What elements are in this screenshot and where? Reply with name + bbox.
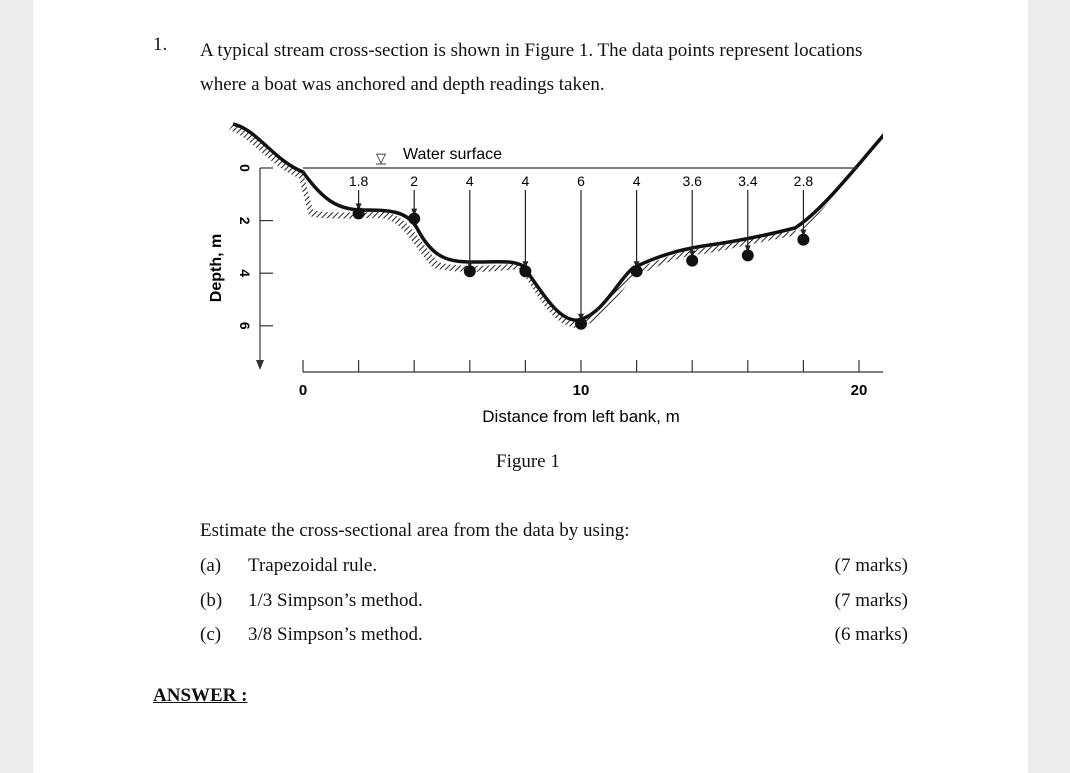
question-number: 1.: [153, 34, 168, 55]
depth-reading-point: [408, 213, 420, 225]
depth-axis-arrow: [256, 360, 264, 370]
depth-reading: [794, 173, 814, 246]
part-c-marks: (6 marks): [834, 624, 908, 645]
depth-reading-point: [519, 265, 531, 277]
depth-reading-point: [464, 265, 476, 277]
riverbed-profile: [233, 122, 883, 320]
part-b: [200, 590, 423, 612]
part-b-marks: (7 marks): [834, 590, 908, 611]
depth-reading-label: 4: [465, 173, 474, 189]
distance-tick-label: 10: [572, 382, 590, 399]
distance-tick-label: 0: [298, 382, 308, 399]
depth-reading-point: [797, 234, 809, 246]
depth-readings: [349, 173, 813, 330]
depth-reading-point: [631, 265, 643, 277]
part-a: [200, 555, 377, 577]
part-b-text: 1/3 Simpson’s method.: [248, 590, 423, 611]
distance-tick-label: 20: [850, 382, 868, 399]
document-page: [33, 0, 1028, 773]
depth-reading: [575, 173, 587, 330]
part-c-label: (c): [200, 624, 222, 645]
water-surface-symbol: ▽: [376, 150, 386, 165]
depth-reading-label: 2.8: [793, 173, 814, 189]
depth-reading-point: [575, 318, 587, 330]
distance-axis-label: Distance from left bank, m: [482, 407, 680, 426]
depth-reading-label: 3.4: [738, 173, 758, 189]
instructions: Estimate the cross-sectional area from the data by using:: [200, 520, 630, 541]
depth-reading-label: 3.6: [682, 173, 702, 189]
depth-reading-label: 1.8: [348, 173, 369, 189]
depth-reading-point: [353, 207, 365, 219]
part-a-label: (a): [200, 555, 222, 576]
part-c-text: 3/8 Simpson’s method.: [248, 624, 423, 645]
depth-ticks: [237, 164, 273, 330]
water-surface-marker: [376, 150, 386, 165]
depth-reading: [519, 173, 531, 277]
stream-cross-section-figure: [163, 110, 883, 450]
part-a-text: Trapezoidal rule.: [248, 555, 378, 576]
depth-reading-label: 4: [632, 173, 641, 189]
question-text: [200, 34, 960, 102]
depth-tick-label: 0: [237, 164, 253, 172]
depth-reading: [408, 173, 420, 225]
water-surface-label: Water surface: [403, 146, 502, 163]
question-line-1: A typical stream cross-section is shown in Figure 1. The data points represent locations: [200, 40, 863, 61]
depth-tick-label: 6: [237, 321, 253, 330]
depth-reading-point: [686, 255, 698, 267]
depth-reading-label: 6: [577, 173, 585, 189]
riverbed-hatching: [229, 120, 883, 328]
distance-ticks: [299, 360, 868, 399]
depth-tick-label: 2: [237, 216, 253, 225]
depth-reading-point: [742, 249, 754, 261]
part-a-marks: (7 marks): [834, 555, 908, 576]
question-line-2: where a boat was anchored and depth readings taken.: [200, 74, 605, 95]
answer-label: ANSWER :: [153, 685, 248, 706]
depth-tick-label: 4: [237, 269, 253, 278]
part-b-label: (b): [200, 590, 223, 611]
depth-reading: [631, 173, 643, 277]
figure-caption: Figure 1: [496, 451, 560, 472]
depth-reading: [738, 173, 758, 261]
cross-section-svg: [163, 110, 883, 450]
depth-axis-label: Depth, m: [208, 233, 225, 303]
depth-reading-label: 2: [410, 173, 419, 189]
depth-reading-label: 4: [521, 173, 530, 189]
part-c: [200, 624, 423, 646]
